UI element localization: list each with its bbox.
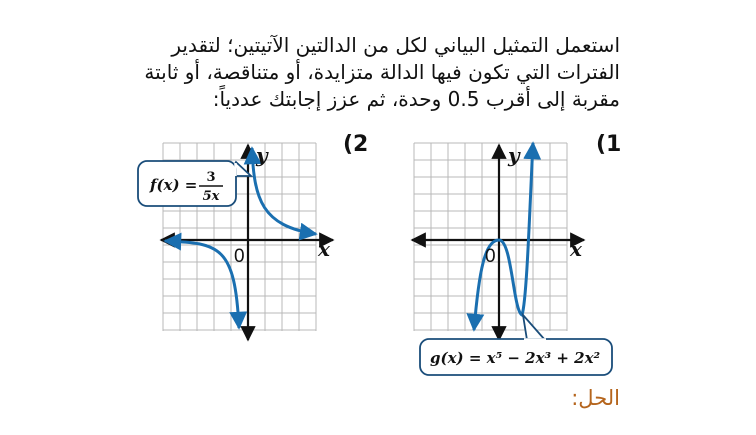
graph-1-curve <box>474 143 533 330</box>
graph-2-number: (2 <box>343 132 369 157</box>
graph-1 <box>412 143 612 375</box>
graph-2-curve-left <box>165 241 239 328</box>
graph-1-number: (1 <box>596 132 622 157</box>
question-line: استعمل التمثيل البياني لكل من الدالتين الآتيتين؛ لتقدير <box>171 33 620 57</box>
graph-1-x-label: x <box>570 237 582 261</box>
graph-2 <box>138 143 333 340</box>
graph-1-origin-label: 0 <box>485 246 496 267</box>
graph-1-y-label: y <box>508 143 520 167</box>
graph-2-y-label: y <box>256 143 268 167</box>
graph-2-origin-label: 0 <box>234 246 245 267</box>
graph-2-function-denominator: 5x <box>202 189 220 204</box>
graph-1-function-label: g(x) = x⁵ − 2x³ + 2x² <box>430 349 601 367</box>
graph-2-function-numerator: 3 <box>206 170 216 185</box>
graph-1-callout-pointer <box>523 315 545 340</box>
solution-label: الحل: <box>571 386 620 410</box>
graph-1-grid <box>414 143 567 331</box>
question-line: الفترات التي تكون فيها الدالة متزايدة، أو متناقصة، أو ثابتة <box>144 60 620 84</box>
graph-2-function-name: f(x) = <box>150 176 198 194</box>
graph-2-x-label: x <box>318 237 330 261</box>
question-line: مقربة إلى أقرب 0.5 وحدة، ثم عزز إجابتك عددياً: <box>212 87 620 111</box>
